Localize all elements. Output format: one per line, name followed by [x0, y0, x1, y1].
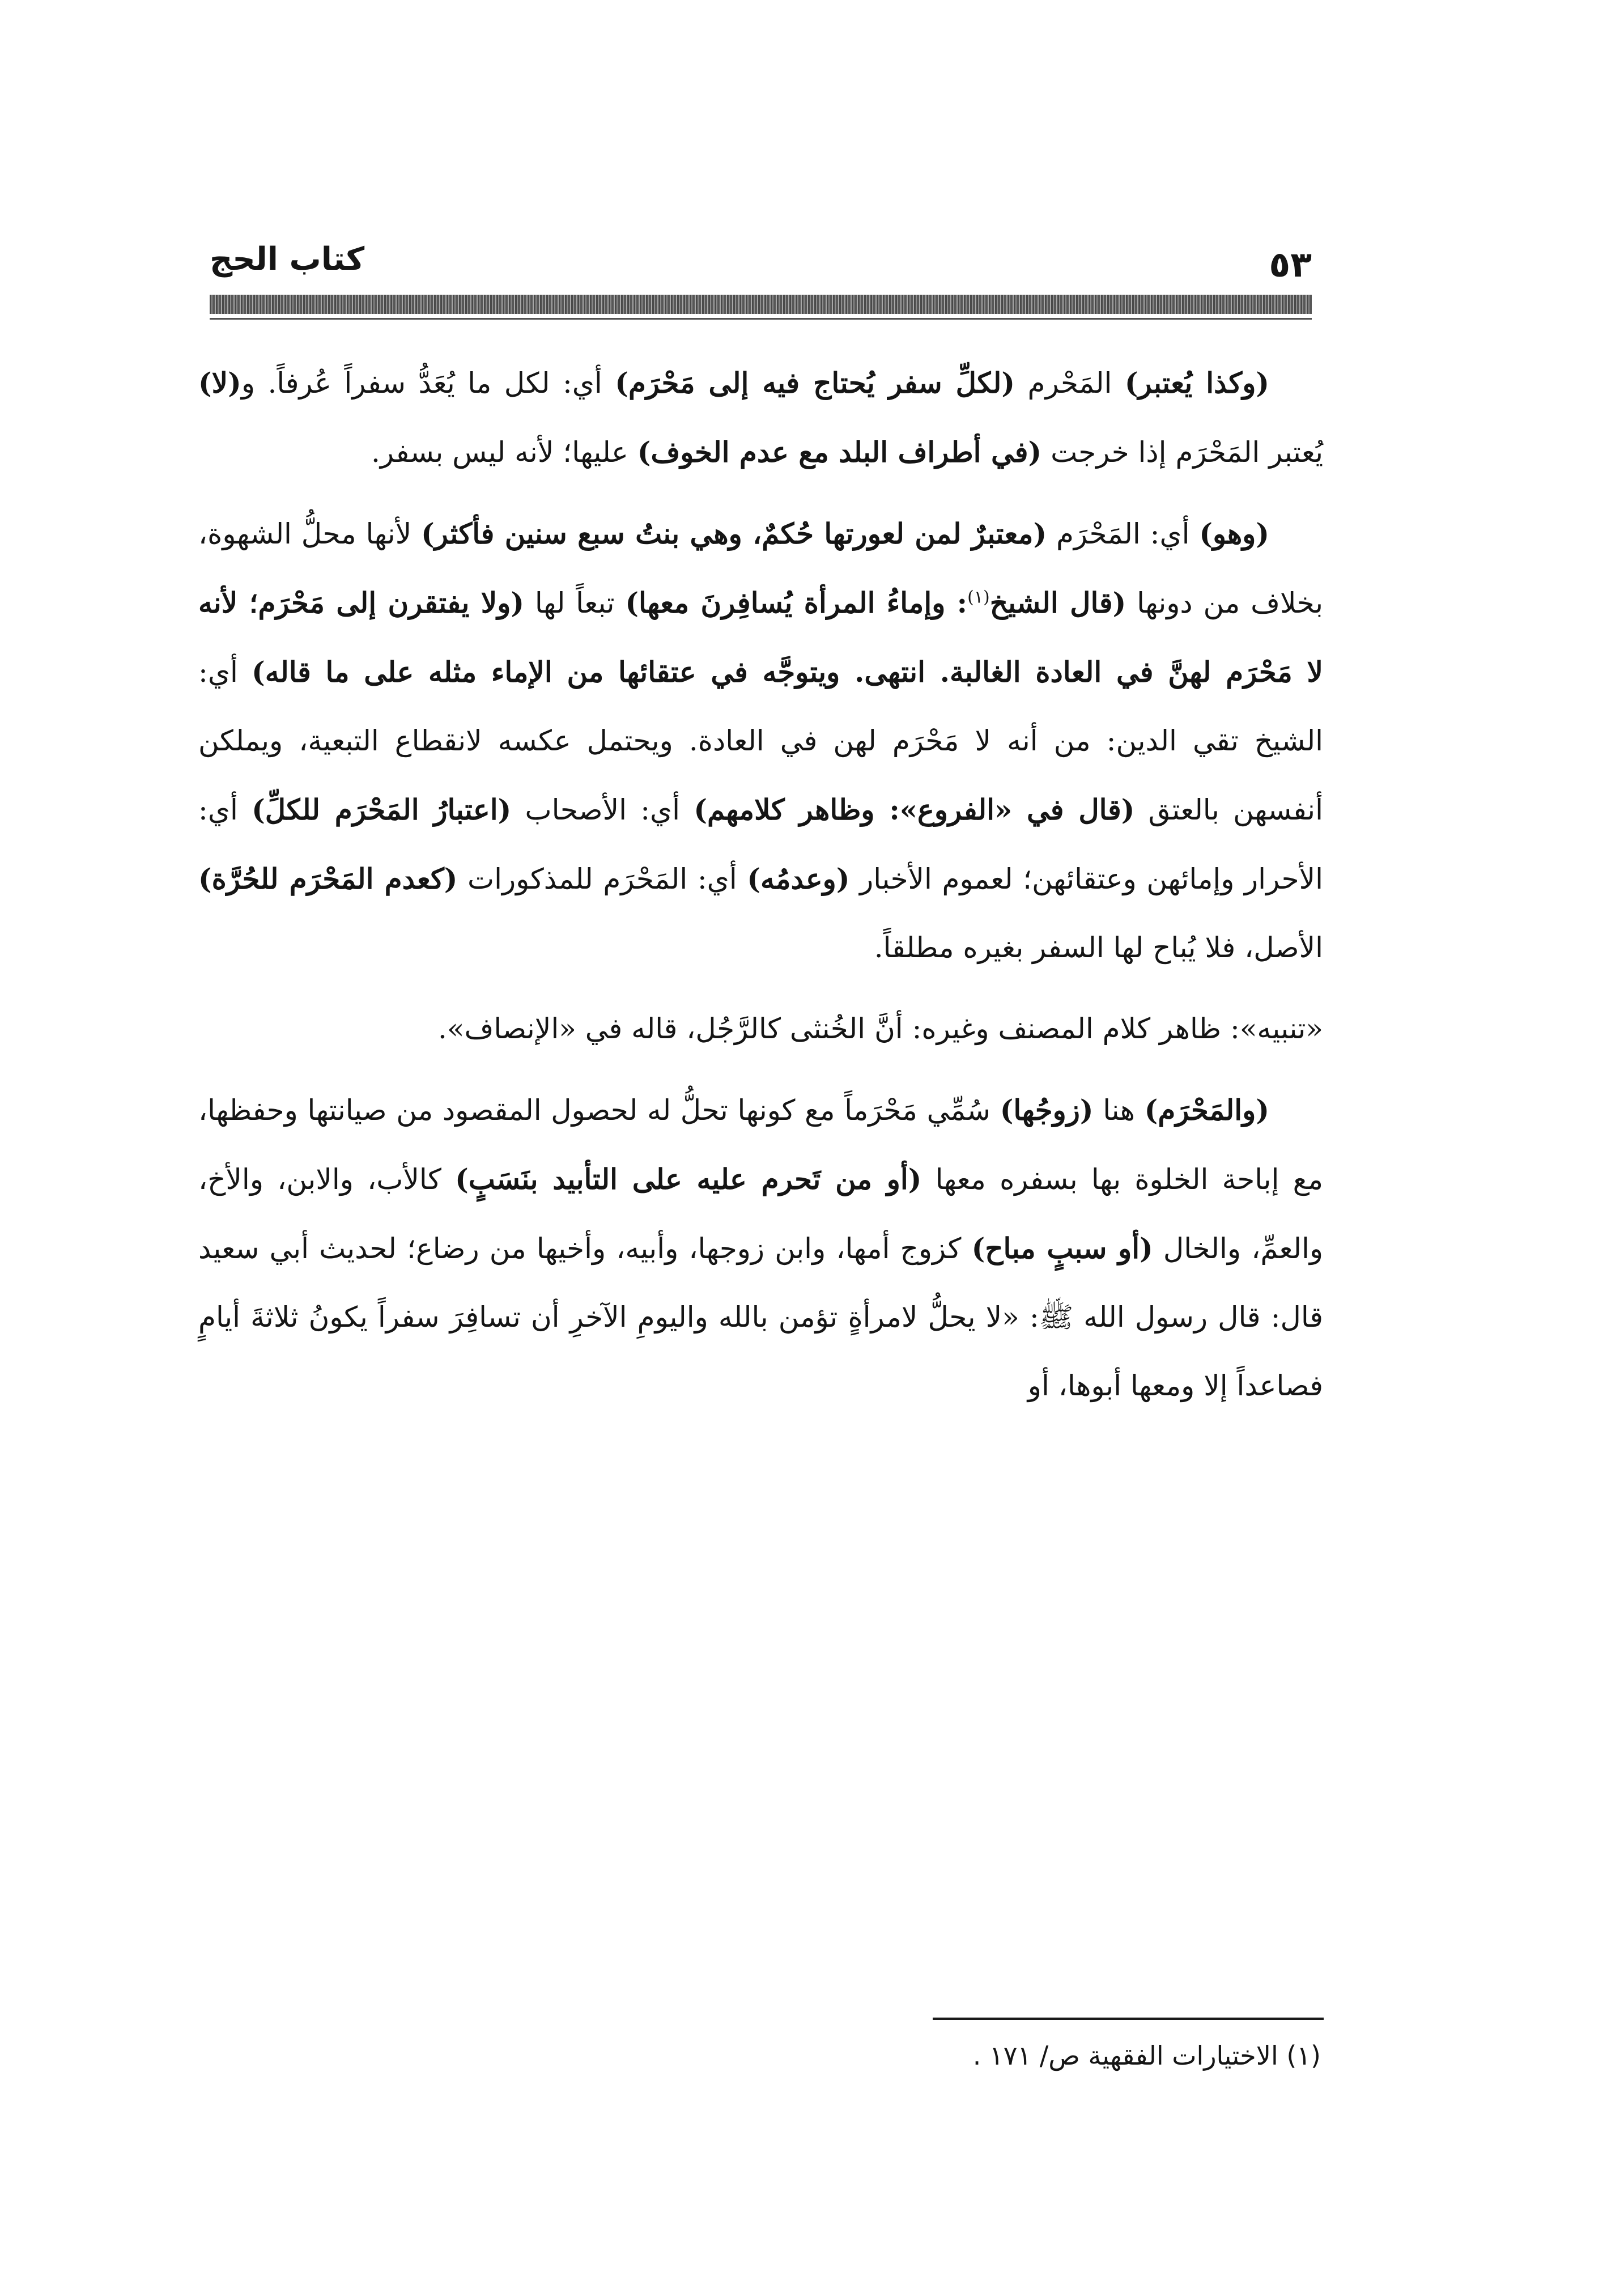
sharh-text: أي: الأحرار وإمائهن وعتقائهن؛ لعموم الأخبار — [198, 793, 1323, 895]
running-title: كتاب الحج — [210, 241, 365, 278]
matn-text: (أو من تَحرم عليه على التأبيد بنَسَبٍ) — [455, 1162, 922, 1196]
sharh-text: هنا — [1093, 1094, 1145, 1127]
sharh-text: عليها؛ لأنه ليس بسفر. — [371, 436, 637, 469]
matn-text: (معتبرٌ لمن لعورتها حُكمٌ، وهي بنتُ سبع سنين فأكثر) — [421, 517, 1047, 550]
matn-text: (أو سببٍ مباح) — [971, 1232, 1153, 1265]
sharh-text: لأنها محلُّ الشهوة، بخلاف من دونها — [198, 517, 1323, 619]
matn-text: (وهو) — [1199, 517, 1269, 550]
sharh-text: أي: الأصحاب — [511, 793, 694, 826]
sharh-text: تبعاً لها — [524, 587, 626, 619]
sharh-text: أي: الشيخ تقي الدين: من أنه لا مَحْرَم لهن في العادة. ويحتمل عكسه لانقطاع التبعية، ويملكن أنفسهن بالعتق — [198, 656, 1323, 826]
sharh-text: المَحْرم — [1015, 367, 1125, 400]
matn-text: (قال الشيخ — [989, 586, 1126, 619]
sharh-text: أي: لكل ما يُعَدُّ سفراً عُرفاً. و — [241, 367, 615, 400]
footnote-marker: (١) — [967, 587, 990, 608]
matn-text: (قال في «الفروع»: وظاهر كلامهم) — [694, 793, 1135, 826]
sharh-text: أي: المَحْرَم للمذكورات — [457, 863, 747, 895]
sharh-text: أي: المَحْرَم — [1047, 517, 1200, 550]
matn-text: (زوجُها) — [1000, 1093, 1094, 1127]
matn-text: (والمَحْرَم) — [1144, 1093, 1269, 1127]
matn-text: (وعدمُه) — [747, 862, 850, 895]
page-number: ٥٣ — [1269, 244, 1312, 285]
matn-text: (لكلِّ سفر يُحتاج فيه إلى مَحْرَم) — [615, 366, 1015, 400]
paragraph — [198, 349, 1323, 487]
paragraph — [198, 1076, 1323, 1420]
sharh-text: يُعتبر المَحْرَم إذا خرجت — [1041, 436, 1323, 469]
matn-text: : وإماءُ المرأة يُسافِرنَ معها) — [625, 586, 968, 619]
matn-text: (كعدم المَحْرَم للحُرَّة) — [198, 862, 458, 895]
footnote-rule — [933, 2018, 1324, 2020]
sharh-text: كالأب، والابن، والأخ، والعمِّ، والخال — [198, 1163, 1323, 1265]
matn-text: (اعتبارُ المَحْرَم للكلِّ) — [252, 793, 512, 826]
matn-text: (لا) — [198, 366, 241, 400]
sharh-text: سُمِّي مَحْرَماً مع كونها تحلُّ له لحصول المقصود من صيانتها وحفظها، مع إباحة الخلوة بها بسفره معها — [198, 1094, 1323, 1196]
sharh-text: «تنبيه»: ظاهر كلام المصنف وغيره: أنَّ الخُنثى كالرَّجُل، قاله في «الإنصاف». — [438, 1012, 1323, 1045]
sharh-text: الأصل، فلا يُباح لها السفر بغيره مطلقاً. — [874, 931, 1323, 964]
paragraph — [198, 995, 1323, 1063]
matn-text: (في أطراف البلد مع عدم الخوف) — [637, 435, 1042, 469]
header-rule — [210, 295, 1312, 314]
footnote: (١) الاختيارات الفقهية ص/ ١٧١ . — [972, 2040, 1321, 2071]
sharh-text: كزوج أمها، وابن زوجها، وأبيه، وأخيها من رضاع؛ لحديث أبي سعيد قال: قال رسول الله ﷺ: «لا يحلُّ لامرأةٍ تؤمن بالله واليومِ الآخرِ أن تسافِرَ سفراً يكونُ ثلاثةَ أيامٍ فصاعداً إلا ومعها أبوها، أو — [198, 1232, 1323, 1402]
matn-text: (وكذا يُعتبر) — [1124, 366, 1269, 400]
main-text — [198, 349, 1323, 1433]
page-header — [210, 238, 1312, 289]
paragraph — [198, 499, 1323, 982]
matn-text: (ولا يفتقرن إلى مَحْرَم؛ لأنه لا مَحْرَم لهنَّ في العادة الغالبة. انتهى. ويتوجَّه في عتقائها من الإماء مثله على ما قاله) — [198, 586, 1323, 689]
